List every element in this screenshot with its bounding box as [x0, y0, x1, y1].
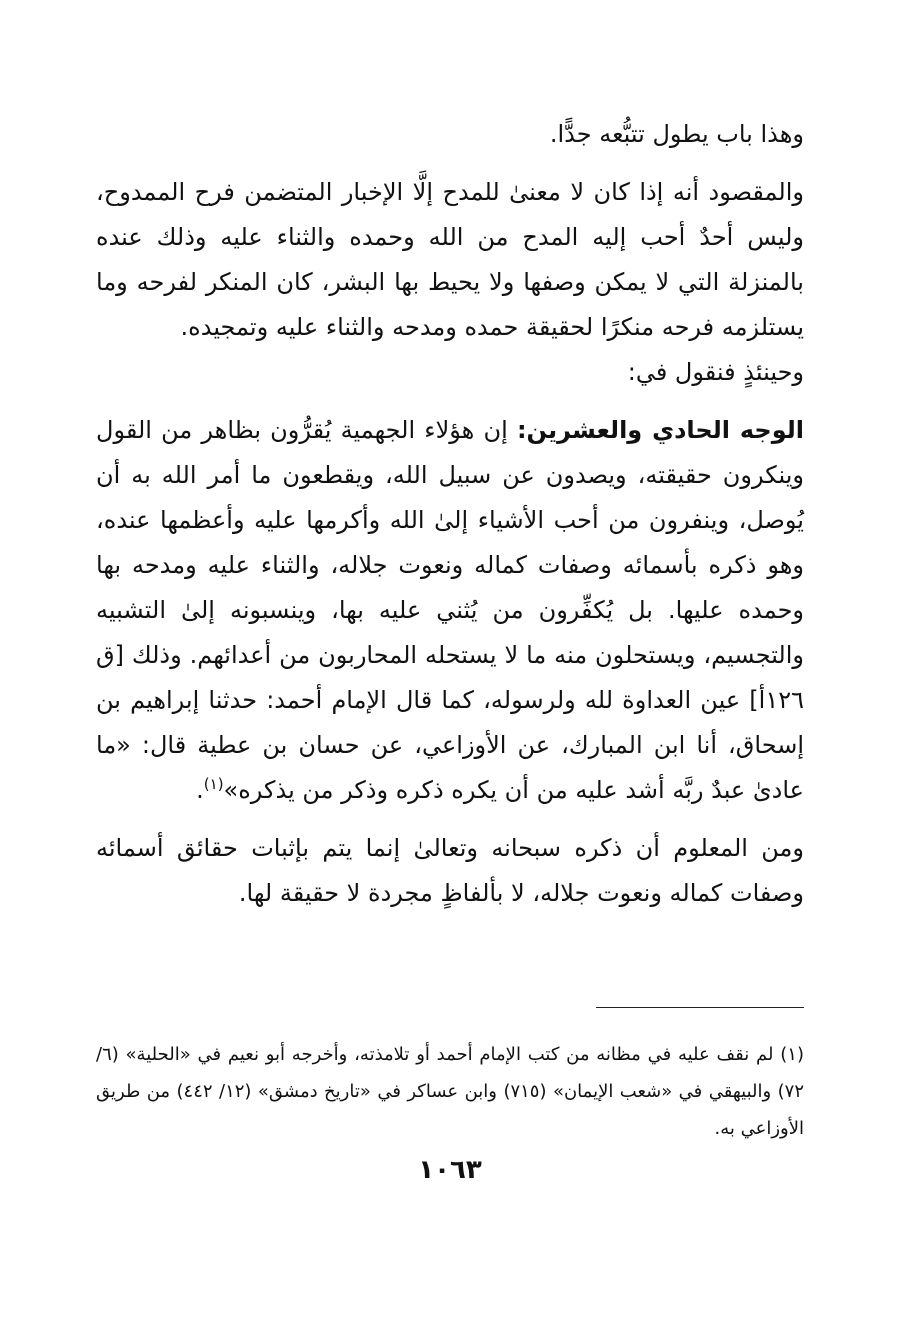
paragraph-3: وحينئذٍ فنقول في:	[627, 358, 804, 386]
paragraph-4-heading: الوجه الحادي والعشرين:	[516, 416, 804, 444]
paragraph-4-end: .	[196, 776, 204, 804]
footnote-marker: (١)	[203, 775, 224, 793]
paragraph-4	[96, 408, 804, 813]
paragraph-5: ومن المعلوم أن ذكره سبحانه وتعالىٰ إنما يتم بإثبات حقائق أسمائه وصفات كماله ونعوت جلاله، لا بألفاظٍ مجردة لا حقيقة لها.	[96, 834, 804, 907]
paragraph-2: والمقصود أنه إذا كان لا معنىٰ للمدح إلَّا الإخبار المتضمن فرح الممدوح، وليس أحدٌ أحب إليه المدح من الله وحمده والثناء عليه وذلك عنده بالمنزلة التي لا يمكن وصفها ولا يحيط بها البشر، كان المنكر لفرحه وما يستلزمه فرحه منكرًا لحقيقة حمده ومدحه والثناء عليه وتمجيده.	[96, 178, 804, 341]
page-number: ١٠٦٣	[418, 1155, 482, 1185]
footnote-divider	[596, 1007, 804, 1008]
main-text	[96, 112, 804, 916]
footnote: (١) لم نقف عليه في مظانه من كتب الإمام أحمد أو تلامذته، وأخرجه أبو نعيم في «الحلية» (٦/ ٧٢) والبيهقي في «شعب الإيمان» (٧١٥) وابن عساكر في «تاريخ دمشق» (١٢/ ٤٤٢) من طريق الأوزاعي به.	[96, 1044, 804, 1139]
paragraph-1: وهذا باب يطول تتبُّعه جدًّا.	[549, 120, 804, 148]
paragraph-4-body: إن هؤلاء الجهمية يُقرُّون بظاهر من القول وينكرون حقيقته، ويصدون عن سبيل الله، ويقطعون ما أمر الله به أن يُوصل، وينفرون من أحب الأشياء إلىٰ الله وأكرمها عليه وأعظمها عنده، وهو ذكره بأسمائه وصفات كماله ونعوت جلاله، والثناء عليه ومدحه بها وحمده عليها. بل يُكفِّرون من يُثني عليه بها، وينسبونه إلىٰ التشبيه والتجسيم، ويستحلون منه ما لا يستحله المحاربون من أعدائهم. وذلك [ق ١٢٦أ] عين العداوة لله ولرسوله، كما قال الإمام أحمد: حدثنا إبراهيم بن إسحاق، أنا ابن المبارك، عن الأوزاعي، عن حسان بن عطية قال: «ما عادىٰ عبدٌ ربَّه أشد عليه من أن يكره ذكره وذكر من يذكره»	[96, 416, 804, 804]
